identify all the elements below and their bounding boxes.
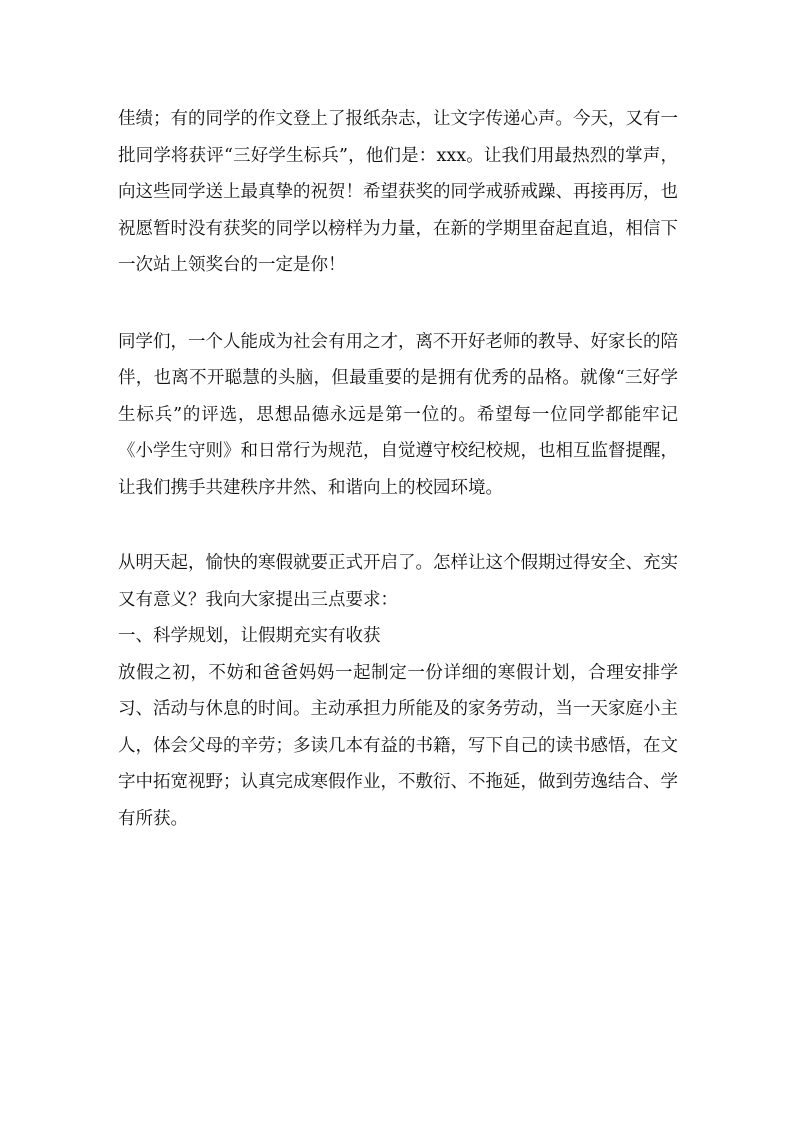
section-heading-planning: 一、科学规划，让假期充实有收获 — [118, 626, 381, 646]
document-body — [118, 101, 678, 837]
paragraph-planning: 放假之初，不妨和爸爸妈妈一起制定一份详细的寒假计划，合理安排学习、活动与休息的时间。主动承担力所能及的家务劳动，当一天家庭小主人，体会父母的辛劳；多读几本有益的书籍，写下自己的读书感悟，在文字中拓宽视野；认真完成寒假作业，不敷衍、不拖延，做到劳逸结合、学有所获。 — [118, 662, 678, 829]
paragraph-awards: 佳绩；有的同学的作文登上了报纸杂志，让文字传递心声。今天，又有一批同学将获评“三好学生标兵”，他们是：xxx。让我们用最热烈的掌声，向这些同学送上最真挚的祝贺！希望获奖的同学戒骄戒躁、再接再厉，也祝愿暂时没有获奖的同学以榜样为力量，在新的学期里奋起直追，相信下一次站上领奖台的一定是你！ — [118, 109, 678, 275]
paragraph-winter-break: 从明天起，愉快的寒假就要正式开启了。怎样让这个假期过得安全、充实又有意义？我向大家提出三点要求： — [118, 553, 678, 610]
paragraph-character: 同学们，一个人能成为社会有用之才，离不开好老师的教导、好家长的陪伴，也离不开聪慧的头脑，但最重要的是拥有优秀的品格。就像“三好学生标兵”的评选，思想品德永远是第一位的。希望每一位同学都能牢记《小学生守则》和日常行为规范，自觉遵守校纪校规，也相互监督提醒，让我们携手共建秩序井然、和谐向上的校园环境。 — [118, 331, 678, 498]
